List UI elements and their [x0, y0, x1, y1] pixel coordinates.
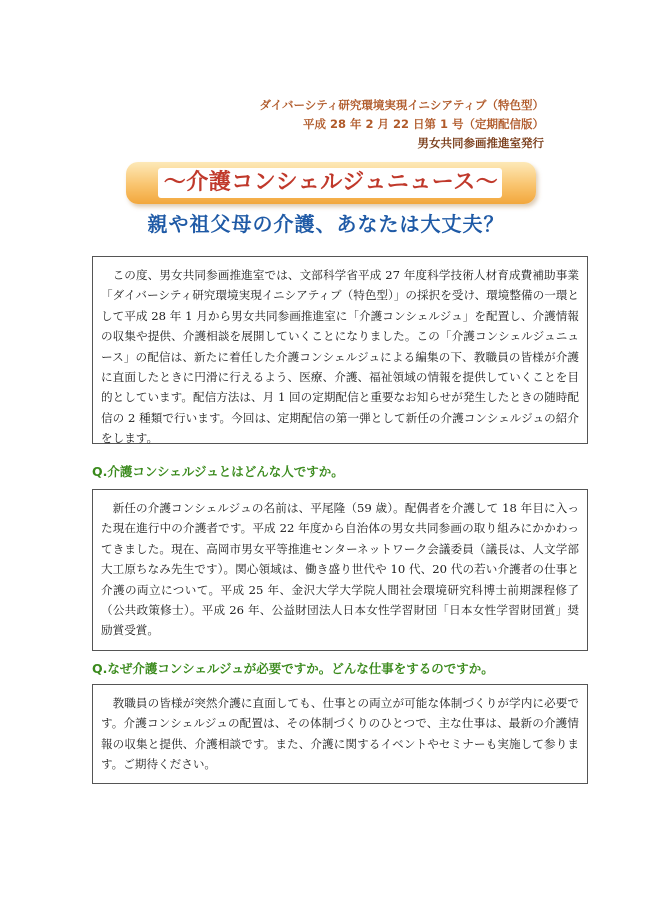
title-banner	[126, 162, 536, 204]
program-name: ダイバーシティ研究環境実現イニシアティブ（特色型）	[259, 98, 544, 112]
question-2: Q.なぜ介護コンシェルジュが必要ですか。どんな仕事をするのですか。	[92, 661, 494, 676]
publisher: 男女共同参画推進室発行	[417, 136, 544, 150]
intro-box: この度、男女共同参画推進室では、文部科学省平成 27 年度科学技術人材育成費補助事業「ダイバーシティ研究環境実現イニシアティブ（特色型）」の採択を受け、環境整備の一環として平成 28 年 1 月から男女共同参画推進室に「介護コンシェルジュ」を配置し、介護情報の収集や提供、介護相談を展開していくことになりました。この「介護コンシェルジュニュース」の配信は、新たに着任した介護コンシェルジュによる編集の下、教職員の皆様が介護に直面したときに円滑に行えるよう、医療、介護、福祉領域の情報を提供していくことを目的としています。配信方法は、月 1 回の定期配信と重要なお知らせが発生したときの随時配信の 2 種類で行います。今回は、定期配信の第一弾として新任の介護コンシェルジュの紹介をします。	[92, 256, 588, 444]
newsletter-header	[259, 96, 544, 153]
answer-2-box: 教職員の皆様が突然介護に直面しても、仕事との両立が可能な体制づくりが学内に必要です。介護コンシェルジュの配置は、その体制づくりのひとつで、主な仕事は、最新の介護情報の収集と提供、介護相談です。また、介護に関するイベントやセミナーも実施して参ります。ご期待ください。	[92, 684, 588, 784]
page-title: ～介護コンシェルジュニュース～	[163, 170, 499, 195]
issue-date: 平成 28 年 2 月 22 日第 1 号（定期配信版）	[302, 117, 544, 131]
page-subtitle: 親や祖父母の介護、あなたは大丈夫？	[147, 212, 505, 236]
question-1: Q.介護コンシェルジュとはどんな人ですか。	[92, 464, 344, 479]
answer-1-box: 新任の介護コンシェルジュの名前は、平尾隆（59 歳）。配偶者を介護して 18 年目に入った現在進行中の介護者です。平成 22 年度から自治体の男女共同参画の取り組みにかかわってきました。現在、高岡市男女平等推進センターネットワーク会議委員（議長は、人文学部大工原ちなみ先生です）。関心領域は、働き盛り世代や 10 代、20 代の若い介護者の仕事と介護の両立について。平成 25 年、金沢大学大学院人間社会環境研究科博士前期課程修了（公共政策修士）。平成 26 年、公益財団法人日本女性学習財団「日本女性学習財団賞」奨励賞受賞。	[92, 489, 588, 651]
